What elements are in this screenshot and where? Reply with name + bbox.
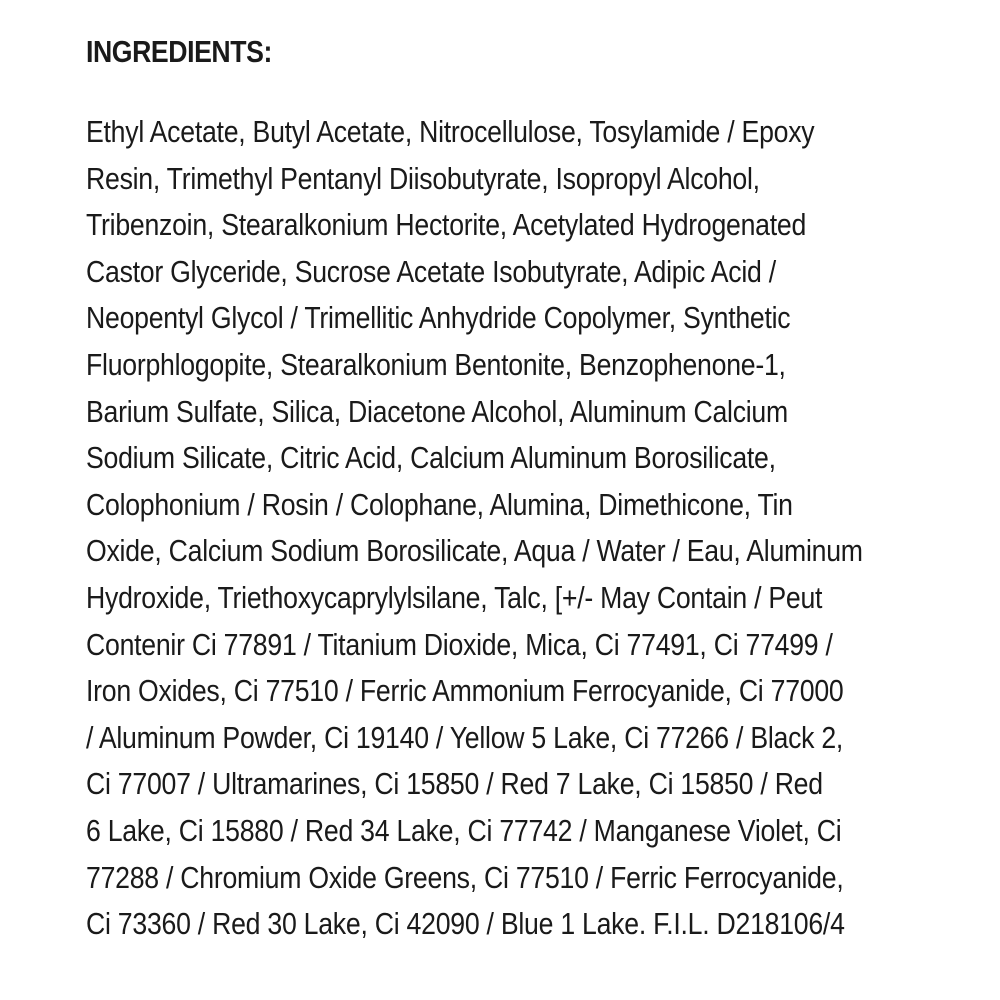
ingredients-line: Hydroxide, Triethoxycaprylylsilane, Talc, [+/- May Contain / Peut [86,579,823,615]
ingredients-line: Colophonium / Rosin / Colophane, Alumina, Dimethicone, Tin [86,486,793,522]
ingredients-line: Contenir Ci 77891 / Titanium Dioxide, Mica, Ci 77491, Ci 77499 / [86,626,833,662]
ingredients-heading: INGREDIENTS: [86,34,272,69]
ingredients-line: 77288 / Chromium Oxide Greens, Ci 77510 / Ferric Ferrocyanide, [86,859,844,895]
ingredients-line: / Aluminum Powder, Ci 19140 / Yellow 5 Lake, Ci 77266 / Black 2, [86,719,844,755]
ingredients-line: Sodium Silicate, Citric Acid, Calcium Aluminum Borosilicate, [86,440,776,476]
ingredients-line: Fluorphlogopite, Stearalkonium Bentonite, Benzophenone-1, [86,346,786,382]
ingredients-line: Ci 77007 / Ultramarines, Ci 15850 / Red 7 Lake, Ci 15850 / Red [86,766,823,802]
ingredients-line: Tribenzoin, Stearalkonium Hectorite, Acetylated Hydrogenated [86,207,807,243]
ingredients-line: Castor Glyceride, Sucrose Acetate Isobutyrate, Adipic Acid / [86,253,776,289]
ingredients-line: Iron Oxides, Ci 77510 / Ferric Ammonium Ferrocyanide, Ci 77000 [86,673,844,709]
ingredients-line: Ethyl Acetate, Butyl Acetate, Nitrocellulose, Tosylamide / Epoxy [86,114,815,149]
ingredients-line: Neopentyl Glycol / Trimellitic Anhydride Copolymer, Synthetic [86,300,791,336]
ingredients-line: Barium Sulfate, Silica, Diacetone Alcohol, Aluminum Calcium [86,393,788,429]
ingredients-line: Oxide, Calcium Sodium Borosilicate, Aqua / Water / Eau, Aluminum [86,533,863,569]
ingredients-list [86,109,989,948]
ingredients-line: Resin, Trimethyl Pentanyl Diisobutyrate, Isopropyl Alcohol, [86,160,760,196]
ingredients-line: 6 Lake, Ci 15880 / Red 34 Lake, Ci 77742 / Manganese Violet, Ci [86,812,842,848]
ingredients-line: Ci 73360 / Red 30 Lake, Ci 42090 / Blue 1 Lake. F.I.L. D218106/4 [86,906,845,942]
